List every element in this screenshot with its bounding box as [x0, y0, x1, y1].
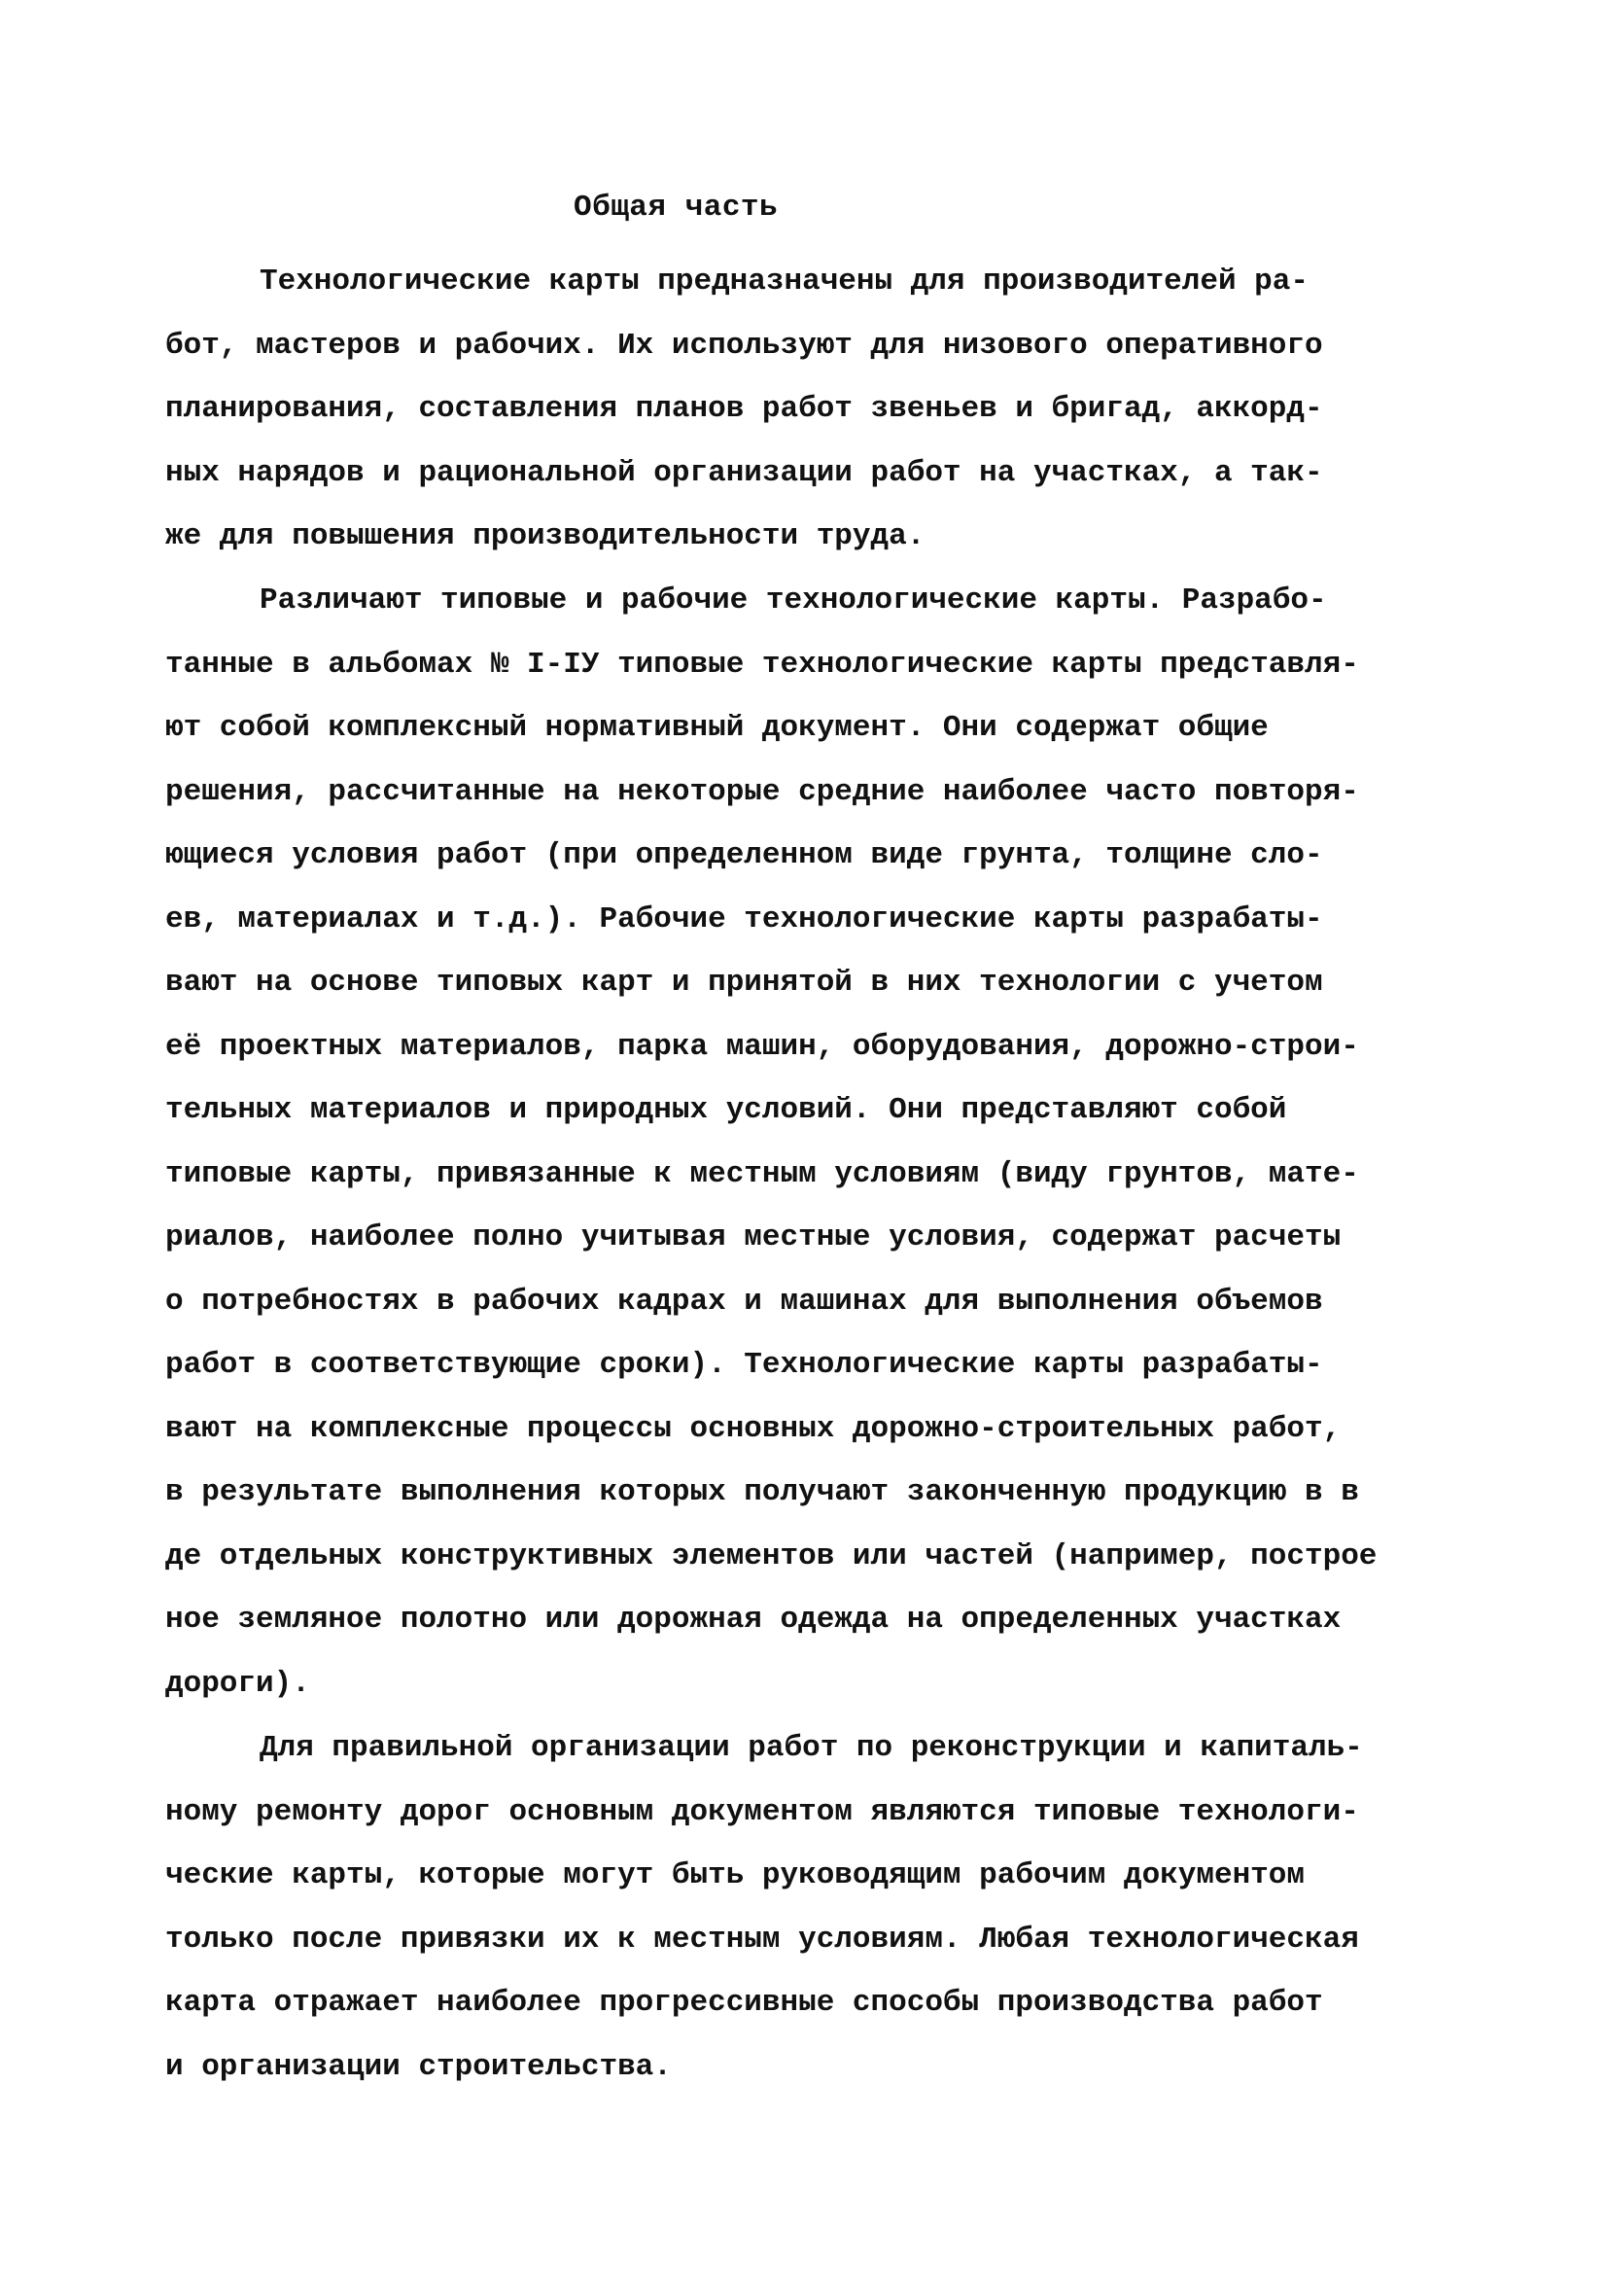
text-line: ное земляное полотно или дорожная одежда на определенных участках	[165, 1603, 1342, 1637]
text-line: ческие карты, которые могут быть руководящим рабочим документом	[165, 1858, 1305, 1892]
text-line: ному ремонту дорог основным документом являются типовые технологи-	[165, 1794, 1359, 1829]
text-line: ев, материалах и т.д.). Рабочие технологические карты разрабаты-	[165, 901, 1323, 936]
text-line: вают на основе типовых карт и принятой в них технологии с учетом	[165, 966, 1323, 1000]
text-line: дороги).	[165, 1666, 310, 1701]
text-line: решения, рассчитанные на некоторые средние наиболее часто повторя-	[165, 774, 1359, 809]
paragraph-organization	[165, 1716, 1468, 2099]
text-line: типовые карты, привязанные к местным условиям (виду грунтов, мате-	[165, 1156, 1359, 1191]
text-line: танные в альбомах № I-IУ типовые технологические карты представля-	[165, 647, 1359, 682]
text-line: Для правильной организации работ по реконструкции и капиталь-	[260, 1731, 1363, 1765]
paragraph-purpose	[165, 250, 1468, 569]
paragraph-card-types	[165, 569, 1468, 1715]
text-line: ют собой комплексный нормативный документ. Они содержат общие	[165, 711, 1269, 745]
text-line: тельных материалов и природных условий. Они представляют собой	[165, 1093, 1287, 1127]
text-line: в результате выполнения которых получают законченную продукцию в в	[165, 1475, 1359, 1509]
text-line: её проектных материалов, парка машин, оборудования, дорожно-строи-	[165, 1029, 1359, 1064]
text-line: же для повышения производительности труда.	[165, 519, 926, 553]
text-line: де отдельных конструктивных элементов или частей (например, построе	[165, 1538, 1378, 1573]
text-line: вают на комплексные процессы основных дорожно-строительных работ,	[165, 1411, 1342, 1446]
text-line: карта отражает наиболее прогрессивные способы производства работ	[165, 1986, 1323, 2020]
text-line: ющиеся условия работ (при определенном виде грунта, толщине сло-	[165, 838, 1323, 872]
text-line: о потребностях в рабочих кадрах и машинах для выполнения объемов	[165, 1284, 1323, 1319]
text-line: планирования, составления планов работ звеньев и бригад, аккорд-	[165, 392, 1323, 426]
text-line: Различают типовые и рабочие технологические карты. Разрабо-	[260, 583, 1327, 618]
text-line: риалов, наиболее полно учитывая местные условия, содержат расчеты	[165, 1220, 1342, 1254]
page-title: Общая часть	[574, 191, 779, 225]
text-line: и организации строительства.	[165, 2049, 672, 2084]
text-line: работ в соответствующие сроки). Технологические карты разрабаты-	[165, 1348, 1323, 1382]
text-line: Технологические карты предназначены для производителей ра-	[260, 265, 1309, 299]
text-line: ных нарядов и рациональной организации работ на участках, а так-	[165, 455, 1323, 490]
text-line: бот, мастеров и рабочих. Их используют для низового оперативного	[165, 328, 1323, 363]
text-line: только после привязки их к местным условиям. Любая технологическая	[165, 1922, 1359, 1957]
